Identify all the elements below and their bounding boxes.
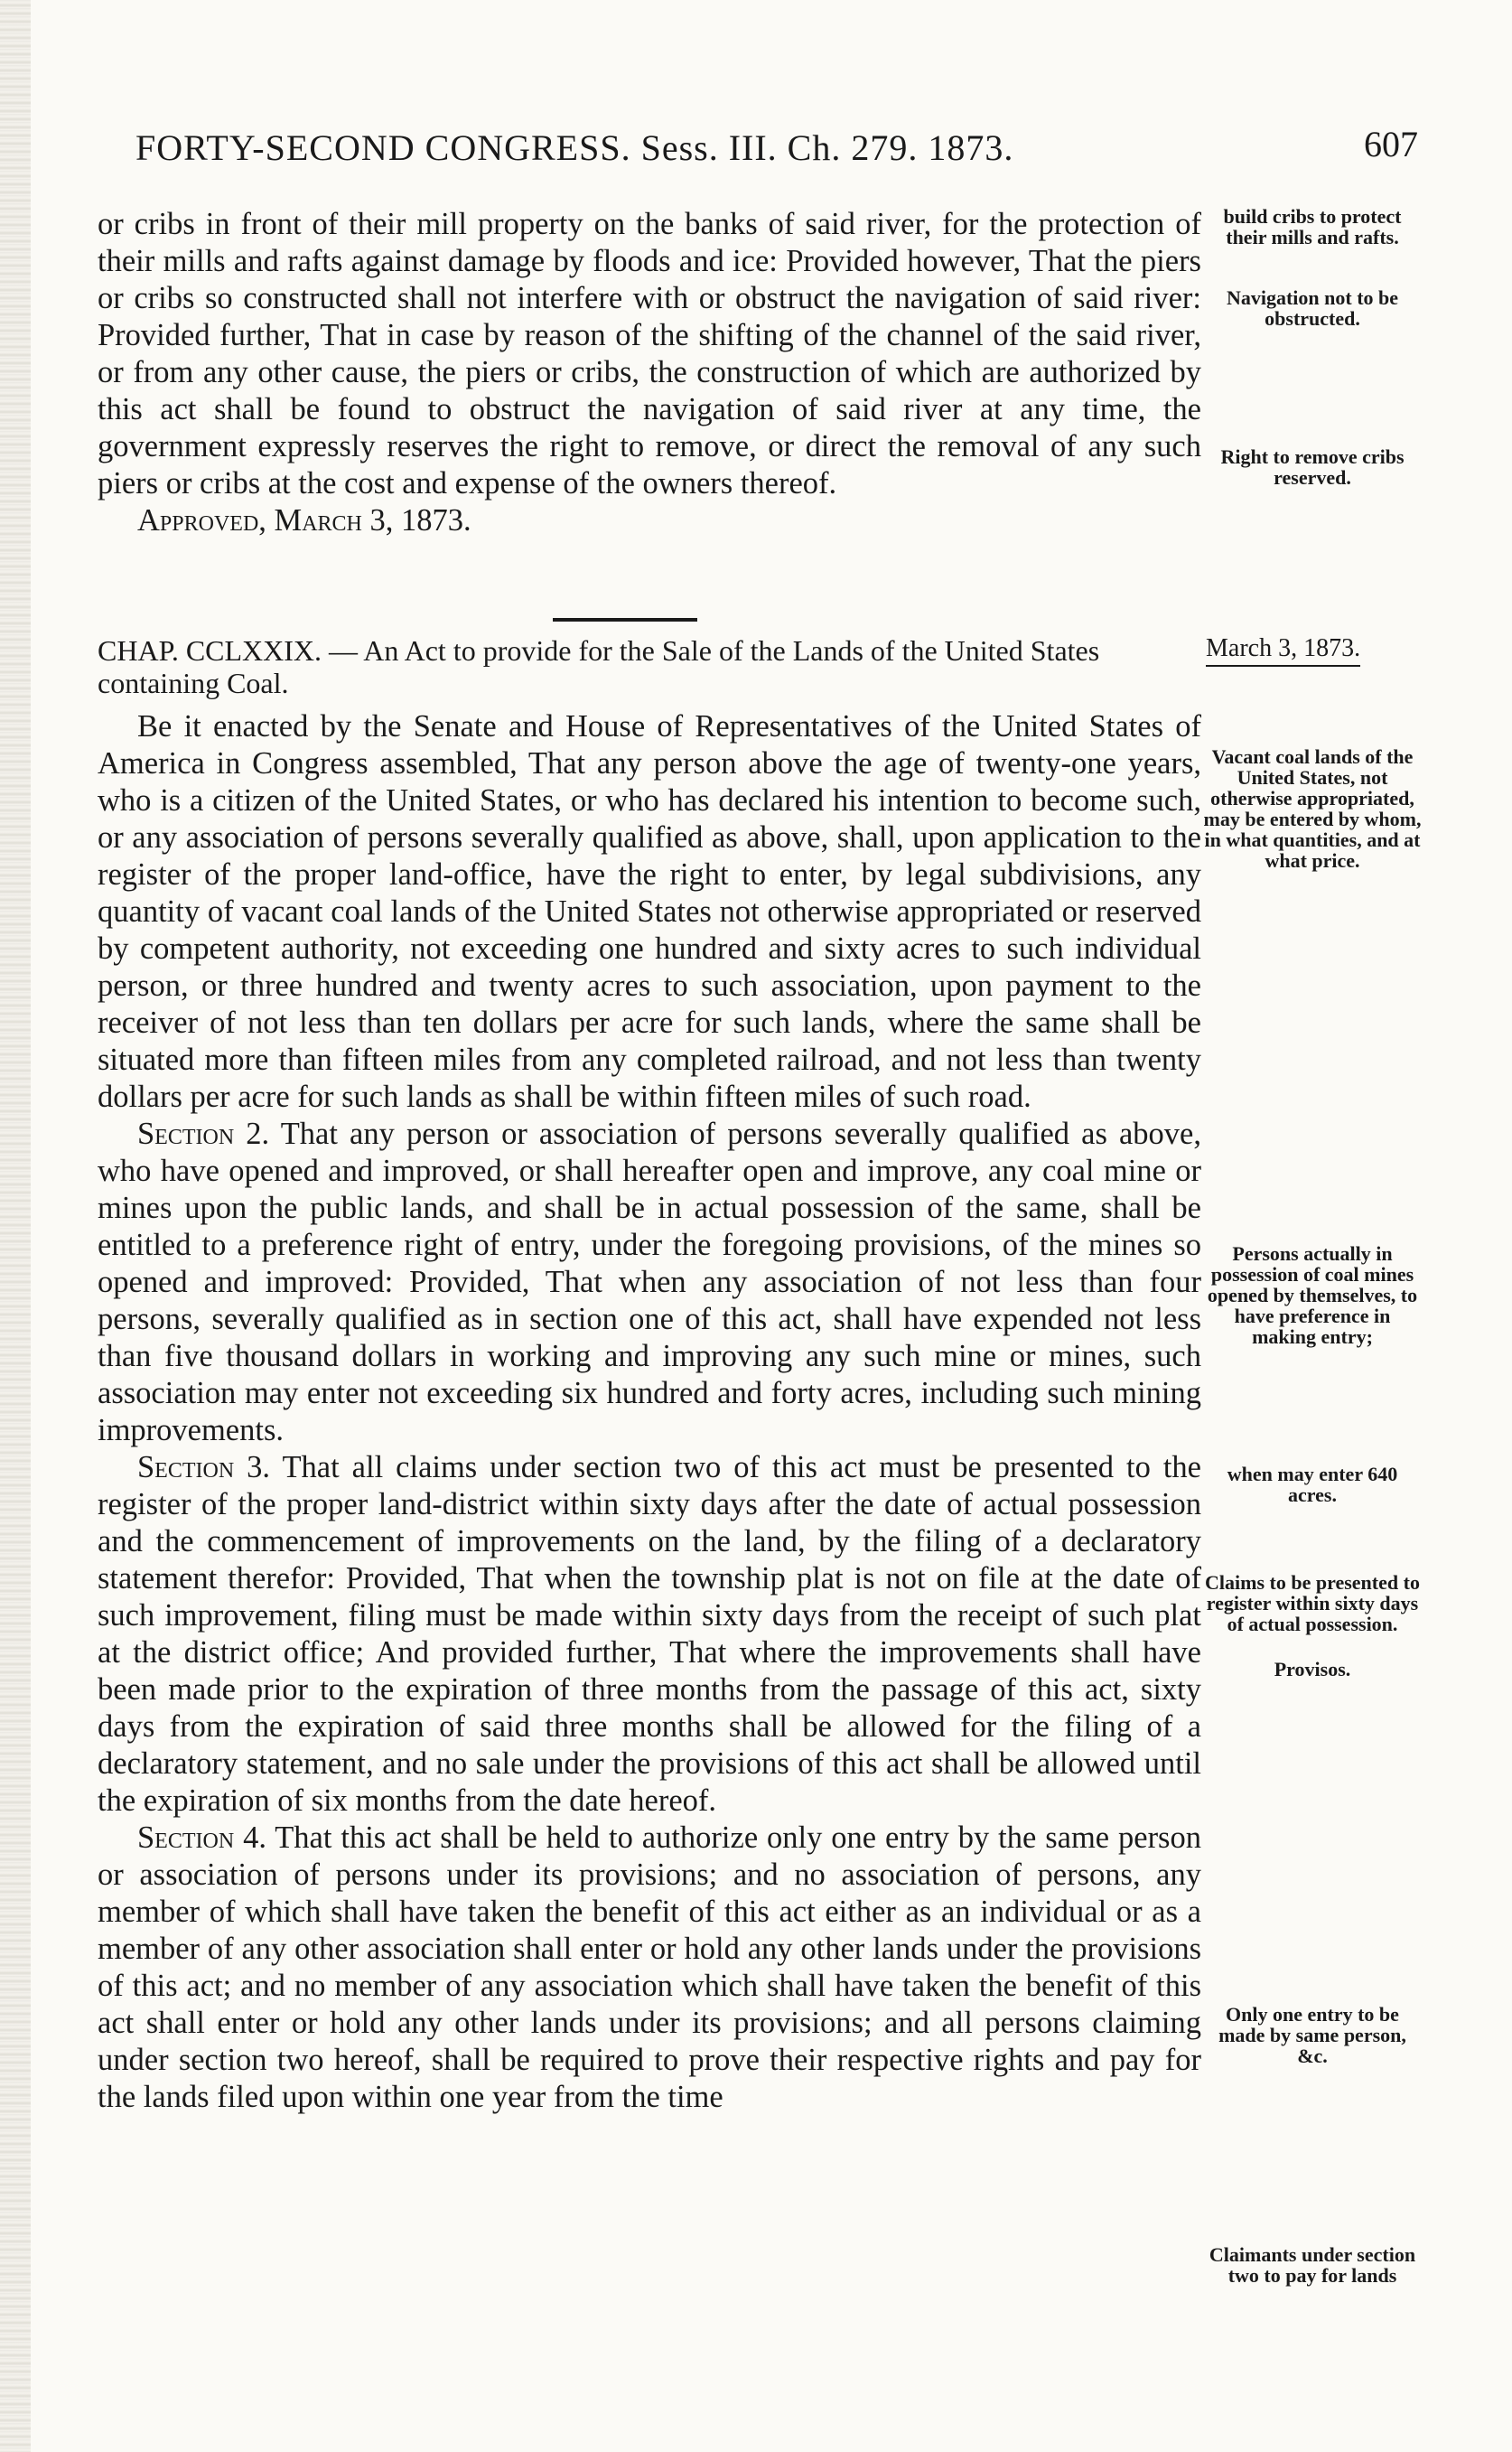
- page-edge: [0, 0, 31, 2452]
- section-text: That this act shall be held to authorize only one entry by the same person or association of persons under its provisions; and no association of persons, any member of which shall have taken the benefit of this act either as an individual or as a member of any other association shall enter or hold any other lands under the provisions of this act; and no member of any association which shall have taken the benefit of this act shall enter or hold any other lands under its provisions; and all persons claiming under section two hereof, shall be required to prove their respective rights and pay for the lands filed upon within one year from the time: [98, 1820, 1201, 2114]
- section-text: That all claims under section two of this act must be presented to the register of the proper land-district within sixty days after the date of actual possession and the commencement of improvements on the land, by the filing of a declaratory statement therefor: Provided, That when the township plat is not on file at the date of such improvement, filing must be made within sixty days from the receipt of such plat at the district office; And provided further, That where the improvements shall have been made prior to the expiration of three months from the passage of this act, sixty days from the expiration of said three months shall be allowed for the filing of a declaratory statement, and no sale under the provisions of this act shall be allowed until the expiration of six months from the date hereof.: [98, 1450, 1201, 1818]
- section-text: That any person or association of persons severally qualified as above, who have opened and improved, or shall hereafter open and improve, any coal mine or mines upon the public lands, and shall be in actual possession of the same, shall be entitled to a preference right of entry, under the foregoing provisions, of the mines so opened and improved: Provided, That when any association of not less than four persons, severally qualified as in section one of this act, shall have expended not less than five thousand dollars in working and improving any such mine or mines, such association may enter not exceeding six hundred and forty acres, including such mining improvements.: [98, 1117, 1201, 1447]
- section-2: [98, 1116, 1201, 1449]
- section-divider: [553, 618, 697, 622]
- section-3: [98, 1449, 1201, 1820]
- running-title: FORTY-SECOND CONGRESS. Sess. III. Ch. 279. 1873.: [135, 127, 1014, 168]
- approved-line: Approved, March 3, 1873.: [137, 503, 471, 538]
- act-body: [98, 708, 1201, 2116]
- section-label: Section 3.: [137, 1450, 271, 1484]
- chapter-heading: [98, 634, 1201, 699]
- top-section: [98, 206, 1201, 539]
- margin-note: Provisos.: [1274, 1658, 1351, 1680]
- chapter-title: CHAP. CCLXXIX. — An Act to provide for the Sale of the Lands of the United States containing Coal.: [98, 634, 1100, 699]
- margin-note: Right to remove cribs reserved.: [1220, 445, 1405, 489]
- margin-note: Navigation not to be obstructed.: [1226, 286, 1399, 330]
- margin-note: Vacant coal lands of the United States, not otherwise appropriated, may be entered by whom, in what quantities, and at what price.: [1203, 745, 1422, 872]
- margin-note: Only one entry to be made by same person, &c.: [1218, 2003, 1406, 2067]
- margin-note: Claimants under section two to pay for lands: [1209, 2243, 1416, 2287]
- section-label: Section 2.: [137, 1117, 270, 1151]
- section-4: [98, 1820, 1201, 2116]
- margin-note: Claims to be presented to register within sixty days of actual possession.: [1205, 1571, 1420, 1635]
- top-paragraph: or cribs in front of their mill property on the banks of said river, for the protection of their mills and rafts against damage by floods and ice: Provided however, That the piers or cribs so constructed shall not interfere with or obstruct the navigation of said river: Provided further, That in case by reason of the shifting of the channel of the said river, or from any other cause, the piers or cribs, the construction of which are authorized by this act shall be found to obstruct the navigation of said river at any time, the government expressly reserves the right to remove, or direct the removal of any such piers or cribs at the cost and expense of the owners thereof.: [98, 207, 1201, 501]
- page-number: 607: [1364, 124, 1418, 164]
- margin-note: Persons actually in possession of coal mines opened by themselves, to have preference in making entry;: [1207, 1242, 1418, 1348]
- chapter-date: March 3, 1873.: [1206, 634, 1360, 667]
- running-header: [135, 126, 1418, 181]
- enacting-paragraph: Be it enacted by the Senate and House of Representatives of the United States of America in Congress assembled, That any person above the age of twenty-one years, who is a citizen of the United States, or who has declared his intention to become such, or any association of persons severally qualified as above, shall, upon application to the register of the proper land-office, have the right to enter, by legal subdivisions, any quantity of vacant coal lands of the United States not otherwise appropriated or reserved by competent authority, not exceeding one hundred and sixty acres to such individual person, or three hundred and twenty acres to such association, upon payment to the receiver of not less than ten dollars per acre for such lands, where the same shall be situated more than fifteen miles from any completed railroad, and not less than twenty dollars per acre for such lands as shall be within fifteen miles of such road.: [98, 709, 1201, 1114]
- margin-note: build cribs to protect their mills and rafts.: [1223, 205, 1402, 248]
- margin-note: when may enter 640 acres.: [1227, 1463, 1398, 1506]
- section-label: Section 4.: [137, 1820, 266, 1855]
